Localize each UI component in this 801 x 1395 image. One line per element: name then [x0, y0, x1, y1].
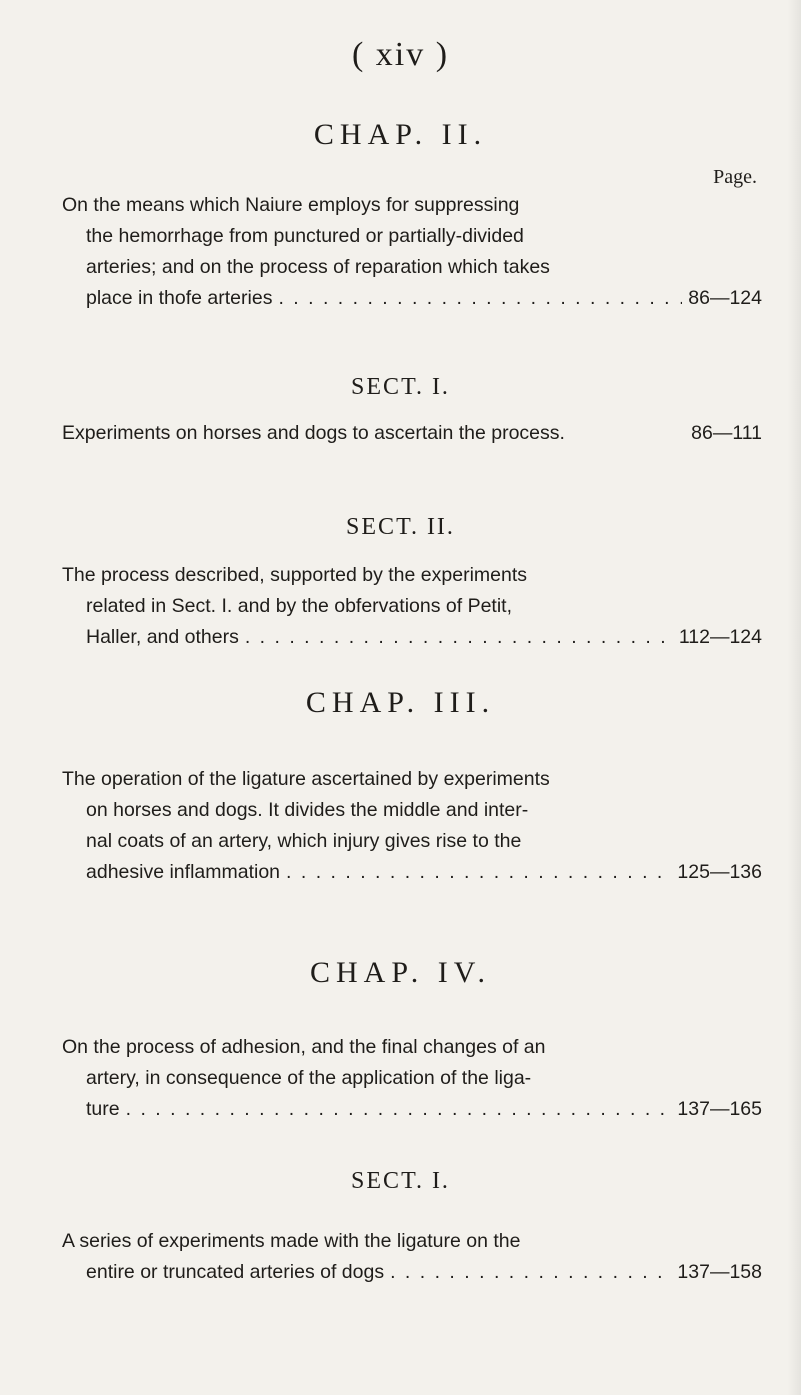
toc-entry-chap4 — [62, 1032, 762, 1125]
page-range: 137—165 — [677, 1098, 762, 1120]
entry-line: On the process of adhesion, and the final changes of an — [62, 1036, 546, 1058]
entry-line: Experiments on horses and dogs to ascertain the process. — [62, 422, 565, 444]
toc-entry-sect1b — [62, 1226, 762, 1288]
dot-leader — [245, 622, 673, 653]
dot-leader — [278, 283, 682, 314]
entry-line: the hemorrhage from punctured or partially-divided — [86, 225, 524, 247]
folio-page-number: ( xiv ) — [351, 36, 450, 73]
toc-entry-sect2 — [62, 560, 762, 653]
entry-last-line — [62, 418, 762, 449]
section-heading-2: SECT. II. — [346, 514, 455, 540]
entry-line: entire or truncated arteries of dogs — [86, 1261, 385, 1283]
entry-last-line — [62, 1257, 762, 1288]
toc-entry-chap2 — [62, 190, 762, 314]
entry-line: place in thofe arteries — [86, 287, 273, 309]
entry-line: A series of experiments made with the ligature on the — [62, 1230, 521, 1252]
chapter-heading-4: CHAP. IV. — [310, 956, 491, 989]
toc-entry-chap3 — [62, 764, 762, 888]
entry-line: Haller, and others — [86, 626, 239, 648]
dot-leader — [286, 857, 671, 888]
page-range: 86—111 — [691, 422, 762, 444]
toc-entry-sect1 — [62, 418, 762, 449]
entry-line: The process described, supported by the experiments — [62, 564, 528, 586]
entry-line: artery, in consequence of the application of the liga- — [86, 1067, 532, 1089]
entry-line: arteries; and on the process of reparation which takes — [86, 256, 550, 278]
entry-last-line — [62, 1094, 762, 1125]
page-range: 137—158 — [677, 1261, 762, 1283]
entry-last-line — [62, 857, 762, 888]
dot-leader — [126, 1094, 672, 1125]
page-range: 125—136 — [677, 861, 762, 883]
chapter-heading-2: CHAP. II. — [313, 118, 488, 151]
entry-line: On the means which Naiure employs for suppressing — [62, 194, 520, 216]
entry-line: related in Sect. I. and by the obfervations of Petit, — [86, 595, 513, 617]
page-edge-shadow — [787, 0, 801, 1395]
entry-line: nal coats of an artery, which injury gives rise to the — [86, 830, 522, 852]
entry-last-line — [62, 622, 762, 653]
dot-leader — [390, 1257, 671, 1288]
section-heading-1: SECT. I. — [351, 374, 450, 400]
entry-last-line — [62, 283, 762, 314]
entry-line: adhesive inflammation — [86, 861, 281, 883]
page-range: 112—124 — [678, 626, 762, 648]
page-column-label: Page. — [713, 166, 757, 188]
chapter-heading-3: CHAP. III. — [305, 686, 496, 719]
entry-line: on horses and dogs. It divides the middle and inter- — [86, 799, 529, 821]
page-range: 86—124 — [688, 287, 762, 309]
entry-line: The operation of the ligature ascertained by experiments — [62, 768, 550, 790]
entry-line: ture — [86, 1098, 120, 1120]
section-heading-1b: SECT. I. — [351, 1168, 450, 1194]
